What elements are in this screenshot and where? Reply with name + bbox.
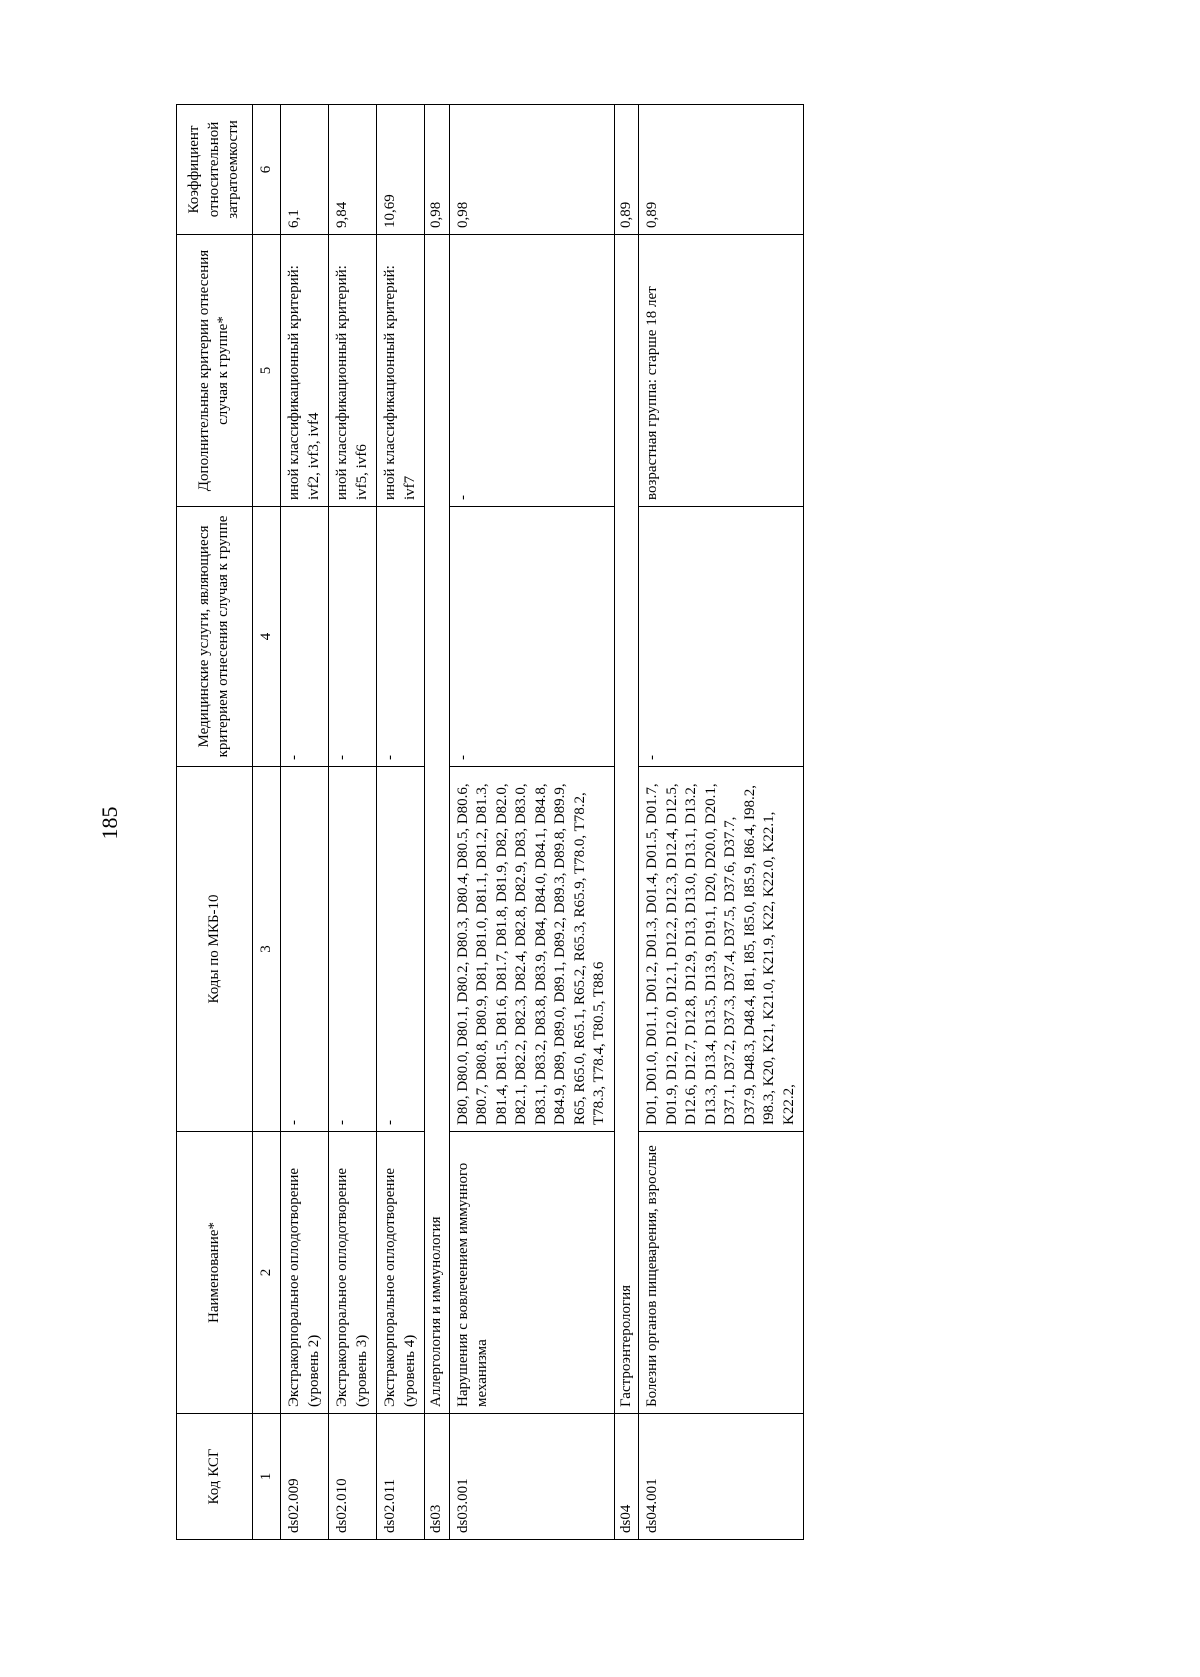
cell-icd: - xyxy=(281,767,329,1132)
cell-code: ds03 xyxy=(425,1414,450,1540)
group-row xyxy=(425,105,450,1540)
table-row xyxy=(377,105,425,1540)
cell-extra: возрастная группа: старше 18 лет xyxy=(639,235,804,507)
cell-name: Экстракорпоральное оплодотворение (уровень 2) xyxy=(281,1132,329,1414)
cell-code: ds03.001 xyxy=(449,1414,614,1540)
header-icd: Коды по МКБ-10 xyxy=(177,767,253,1132)
cell-services: - xyxy=(449,507,614,767)
cell-code: ds04.001 xyxy=(639,1414,804,1540)
column-number: 4 xyxy=(252,507,281,767)
cell-coef: 6,1 xyxy=(281,105,329,235)
cell-coef: 10,69 xyxy=(377,105,425,235)
cell-services: - xyxy=(377,507,425,767)
cell-extra: иной классификационный критерий: ivf2, ivf3, ivf4 xyxy=(281,235,329,507)
cell-icd: - xyxy=(329,767,377,1132)
ksg-table xyxy=(176,104,804,1540)
cell-name: Аллергология и иммунология xyxy=(425,235,450,1414)
cell-extra: - xyxy=(449,235,614,507)
cell-icd: D80, D80.0, D80.1, D80.2, D80.3, D80.4, D80.5, D80.6, D80.7, D80.8, D80.9, D81, D81.0, D81.1, D81.2, D81.3, D81.4, D81.5, D81.6, D81.7, D81.8, D81.9, D82, D82.0, D82.1, D82.2, D82.3, D82.4, D82.8, D82.9, D83, D83.0, D83.1, D83.2, D83.8, D83.9, D84, D84.0, D84.1, D84.8, D84.9, D89, D89.0, D89.1, D89.2, D89.3, D89.8, D89.9, R65, R65.0, R65.1, R65.2, R65.3, R65.9, T78.0, T78.2, T78.3, T78.4, T80.5, T88.6 xyxy=(449,767,614,1132)
cell-coef: 0,89 xyxy=(614,105,639,235)
group-row xyxy=(614,105,639,1540)
cell-services: - xyxy=(639,507,804,767)
cell-services: - xyxy=(281,507,329,767)
cell-coef: 0,98 xyxy=(425,105,450,235)
cell-coef: 0,89 xyxy=(639,105,804,235)
cell-name: Болезни органов пищеварения, взрослые xyxy=(639,1132,804,1414)
cell-name: Гастроэнтерология xyxy=(614,235,639,1414)
cell-name: Экстракорпоральное оплодотворение (уровень 4) xyxy=(377,1132,425,1414)
cell-coef: 9,84 xyxy=(329,105,377,235)
cell-name: Экстракорпоральное оплодотворение (уровень 3) xyxy=(329,1132,377,1414)
table-row xyxy=(329,105,377,1540)
cell-code: ds02.010 xyxy=(329,1414,377,1540)
cell-code: ds02.009 xyxy=(281,1414,329,1540)
cell-extra: иной классификационный критерий: ivf7 xyxy=(377,235,425,507)
column-number-row xyxy=(252,105,281,1540)
column-number: 5 xyxy=(252,235,281,507)
page-number: 185 xyxy=(97,806,122,840)
column-number: 3 xyxy=(252,767,281,1132)
cell-icd: - xyxy=(377,767,425,1132)
header-coef: Коэффициент относительной затратоемкости xyxy=(177,105,253,235)
header-extra: Дополнительные критерии отнесения случая к группе* xyxy=(177,235,253,507)
table-row xyxy=(281,105,329,1540)
cell-coef: 0,98 xyxy=(449,105,614,235)
cell-code: ds02.011 xyxy=(377,1414,425,1540)
cell-services: - xyxy=(329,507,377,767)
cell-name: Нарушения с вовлечением иммунного механизма xyxy=(449,1132,614,1414)
table-row xyxy=(449,105,614,1540)
rotated-page xyxy=(176,105,804,1540)
cell-icd: D01, D01.0, D01.1, D01.2, D01.3, D01.4, D01.5, D01.7, D01.9, D12, D12.0, D12.1, D12.2, D12.3, D12.4, D12.5, D12.6, D12.7, D12.8, D12.9, D13, D13.0, D13.1, D13.2, D13.3, D13.4, D13.5, D13.9, D19.1, D20, D20.0, D20.1, D37.1, D37.2, D37.3, D37.4, D37.5, D37.6, D37.7, D37.9, D48.3, D48.4, I81, I85, I85.0, I85.9, I86.4, I98.2, I98.3, K20, K21, K21.0, K21.9, K22, K22.0, K22.1, K22.2, xyxy=(639,767,804,1132)
column-number: 1 xyxy=(252,1414,281,1540)
table-row xyxy=(639,105,804,1540)
cell-code: ds04 xyxy=(614,1414,639,1540)
column-number: 2 xyxy=(252,1132,281,1414)
cell-extra: иной классификационный критерий: ivf5, ivf6 xyxy=(329,235,377,507)
header-row xyxy=(177,105,253,1540)
header-code: Код КСГ xyxy=(177,1414,253,1540)
header-name: Наименование* xyxy=(177,1132,253,1414)
header-services: Медицинские услуги, являющиеся критерием отнесения случая к группе xyxy=(177,507,253,767)
column-number: 6 xyxy=(252,105,281,235)
